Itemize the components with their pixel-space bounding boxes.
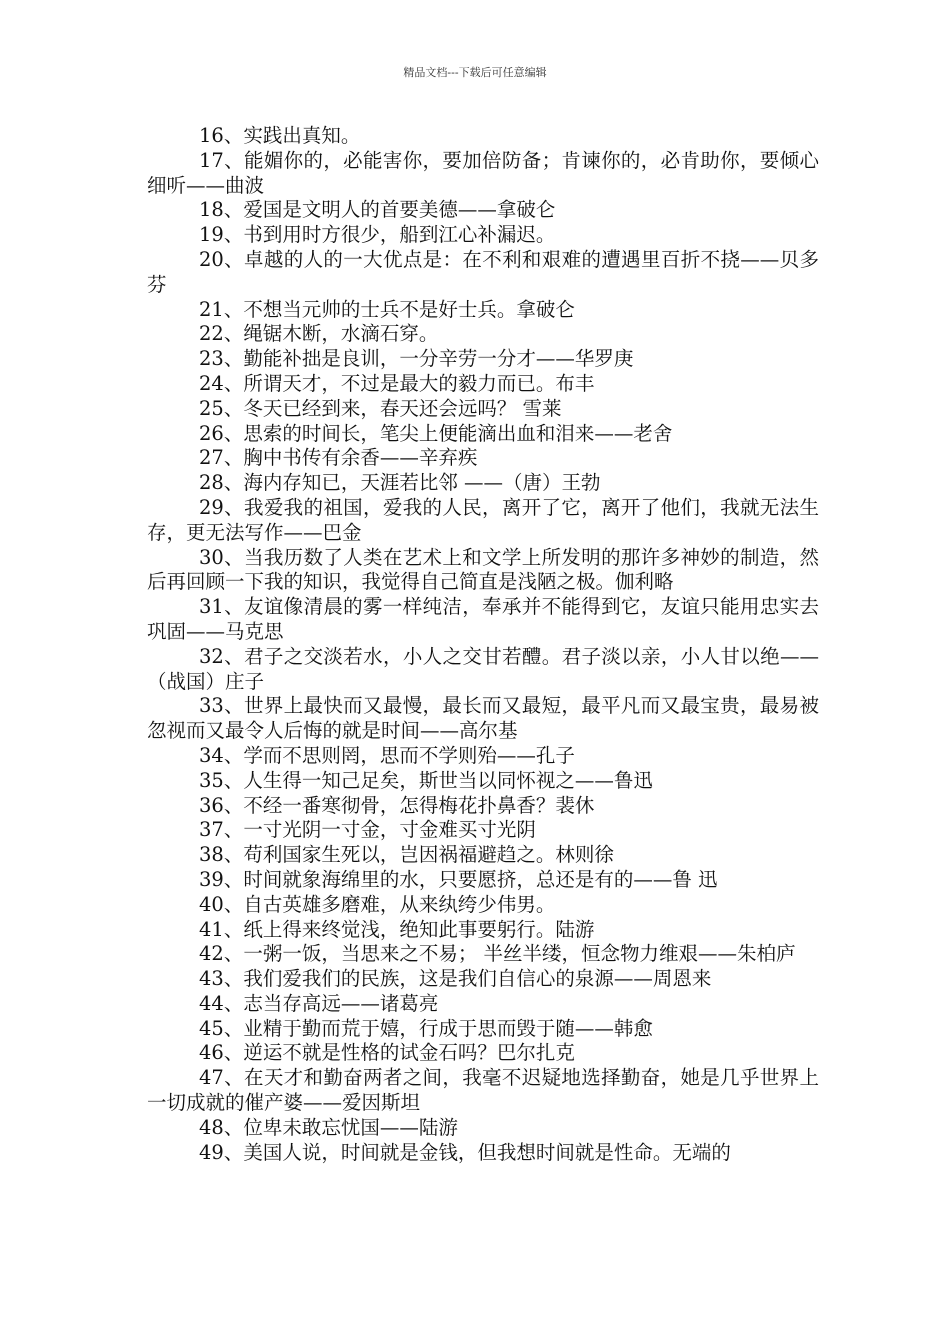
quote-entry: 28、海内存知已，天涯若比邻 ——（唐）王勃 — [199, 471, 601, 495]
quote-entry: 21、不想当元帅的士兵不是好士兵。拿破仑 — [199, 297, 575, 321]
quote-entry: 42、一粥一饭，当思来之不易； 半丝半缕，恒念物力维艰——朱柏庐 — [199, 942, 796, 966]
quote-entry: 17、能媚你的，必能害你，要加倍防备；肯谏你的，必肯助你，要倾心细听——曲波 — [147, 148, 819, 197]
quote-entry: 33、世界上最快而又最慢，最长而又最短，最平凡而又最宝贵，最易被忽视而又最令人后悔的就是时间——高尔基 — [147, 694, 819, 743]
quote-entry: 30、当我历数了人类在艺术上和文学上所发明的那许多神妙的制造，然后再回顾一下我的知识，我觉得自己简直是浅陋之极。伽利略 — [147, 545, 819, 594]
quote-entry: 35、人生得一知己足矣，斯世当以同怀视之——鲁迅 — [199, 768, 653, 792]
quote-entry: 22、绳锯木断，水滴石穿。 — [199, 322, 439, 346]
quote-entry: 47、在天才和勤奋两者之间，我毫不迟疑地选择勤奋，她是几乎世界上一切成就的催产婆——爱因斯坦 — [147, 1066, 819, 1115]
quote-entry: 19、书到用时方很少，船到江心补漏迟。 — [199, 223, 556, 247]
quote-entry: 37、一寸光阴一寸金，寸金难买寸光阴 — [199, 818, 536, 842]
quote-entry: 43、我们爱我们的民族，这是我们自信心的泉源——周恩来 — [199, 967, 712, 991]
quote-entry: 16、实践出真知。 — [199, 124, 361, 147]
quote-entry: 38、苟利国家生死以，岂因祸福避趋之。林则徐 — [199, 843, 614, 867]
quote-list — [147, 124, 819, 1165]
quote-entry: 34、学而不思则罔，思而不学则殆——孔子 — [199, 743, 575, 767]
quote-entry: 25、冬天已经到来，春天还会远吗？ 雪莱 — [199, 396, 562, 420]
quote-entry: 18、爱国是文明人的首要美德——拿破仑 — [199, 198, 556, 222]
quote-entry: 20、卓越的人的一大优点是：在不利和艰难的遭遇里百折不挠——贝多芬 — [147, 247, 819, 296]
quote-entry: 46、逆运不就是性格的试金石吗？巴尔扎克 — [199, 1041, 575, 1065]
quote-entry: 48、位卑未敢忘忧国——陆游 — [199, 1115, 458, 1139]
quote-entry: 39、时间就象海绵里的水，只要愿挤，总还是有的——鲁 迅 — [199, 867, 718, 891]
page-header: 精品文档---下载后可任意编辑 — [403, 66, 547, 79]
quote-entry: 40、自古英雄多磨难，从来纨绔少伟男。 — [199, 892, 556, 916]
quote-entry: 32、君子之交淡若水，小人之交甘若醴。君子淡以亲，小人甘以绝——（战国）庄子 — [147, 644, 819, 693]
quote-entry: 23、勤能补拙是良训，一分辛劳一分才——华罗庚 — [199, 347, 634, 371]
quote-entry: 26、思索的时间长，笔尖上便能滴出血和泪来——老舍 — [199, 421, 673, 445]
quote-entry: 31、友谊像清晨的雾一样纯洁，奉承并不能得到它，友谊只能用忠实去巩固——马克思 — [147, 595, 819, 643]
quote-entry: 27、胸中书传有余香——辛弃疾 — [199, 446, 478, 470]
quote-entry: 41、纸上得来终觉浅，绝知此事要躬行。陆游 — [199, 917, 595, 941]
quote-entry: 36、不经一番寒彻骨，怎得梅花扑鼻香？裴休 — [199, 793, 595, 817]
quote-entry: 29、我爱我的祖国，爱我的人民，离开了它，离开了他们，我就无法生存，更无法写作——巴金 — [147, 495, 819, 544]
quote-entry: 45、业精于勤而荒于嬉，行成于思而毁于随——韩愈 — [199, 1016, 653, 1040]
quote-entry: 49、美国人说，时间就是金钱，但我想时间就是性命。无端的 — [199, 1140, 731, 1164]
quote-entry: 44、志当存高远——诸葛亮 — [199, 991, 439, 1015]
quote-entry: 24、所谓天才，不过是最大的毅力而已。布丰 — [199, 371, 595, 395]
